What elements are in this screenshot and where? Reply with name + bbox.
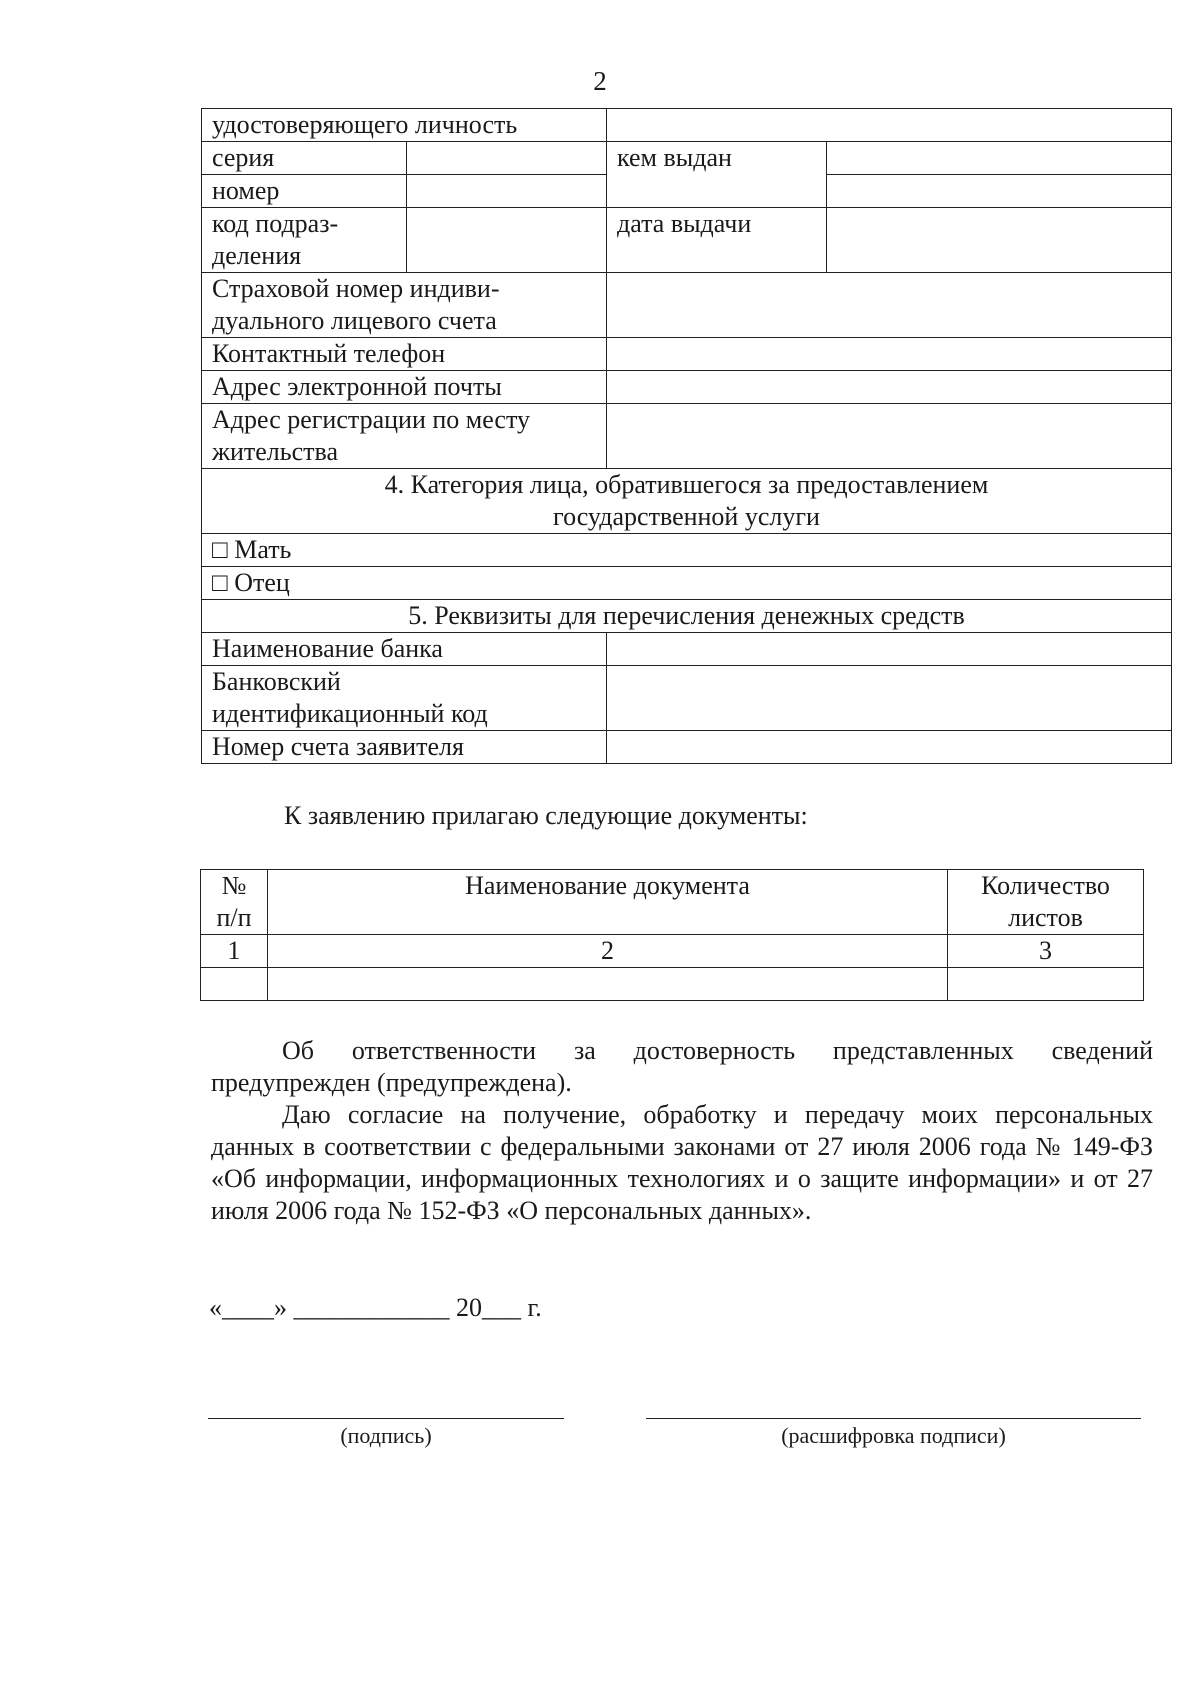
address-label: Адрес регистрации по месту жительства [202,404,607,469]
bank-name-label: Наименование банка [202,633,607,666]
phone-label: Контактный телефон [202,338,607,371]
bik-label: Банковский идентификационный код [202,666,607,731]
page-number: 2 [593,66,607,96]
document-row-number[interactable] [201,968,268,1001]
signature-caption: (подпись) [340,1423,432,1448]
header-document-name: Наименование документа [268,870,948,935]
bank-name-field[interactable] [607,633,1172,666]
account-label: Номер счета заявителя [202,731,607,764]
signature-decode-line[interactable] [646,1418,1141,1419]
division-code-label: код подраз- деления [202,208,407,273]
section-5-heading: 5. Реквизиты для перечисления денежных средств [202,600,1172,633]
issued-by-field-2[interactable] [827,175,1172,208]
series-field[interactable] [407,142,607,175]
option-father-checkbox[interactable]: □ Отец [202,567,1172,600]
column-number-3: 3 [948,935,1144,968]
issued-by-field-1[interactable] [827,142,1172,175]
date-line[interactable]: «____» ____________ 20___ г. [209,1293,542,1322]
header-number: № п/п [201,870,268,935]
column-number-2: 2 [268,935,948,968]
identity-doc-label: удостоверяющего личность [202,109,607,142]
responsibility-paragraph: Об ответственности за достоверность представленных сведений предупрежден (предупреждена). [211,1036,1153,1097]
number-field[interactable] [407,175,607,208]
signature-line[interactable] [208,1418,564,1419]
header-sheet-count: Количество листов [948,870,1144,935]
number-label: номер [202,175,407,208]
snils-field[interactable] [607,273,1172,338]
option-mother-checkbox[interactable]: □ Мать [202,534,1172,567]
document-row-sheets[interactable] [948,968,1144,1001]
signature-decode-caption: (расшифровка подписи) [781,1423,1006,1448]
attachments-intro: К заявлению прилагаю следующие документы: [284,801,808,830]
phone-field[interactable] [607,338,1172,371]
division-code-field[interactable] [407,208,607,273]
consent-paragraph: Даю согласие на получение, обработку и передачу моих персональных данных в соответствии с федеральными законами от 27 июля 2006 года № 149-ФЗ «Об информации, информационных технологиях и о защите информации» и от 27 июля 2006 года № 152-ФЗ «О персональных данных». [211,1100,1153,1225]
issue-date-label: дата выдачи [607,208,827,273]
column-number-1: 1 [201,935,268,968]
issue-date-field[interactable] [827,208,1172,273]
attachments-table [200,869,1144,1001]
email-field[interactable] [607,371,1172,404]
address-field[interactable] [607,404,1172,469]
applicant-table [201,108,1172,764]
snils-label: Страховой номер индиви- дуального лицевого счета [202,273,607,338]
issued-by-label: кем выдан [607,142,827,208]
document-row-name[interactable] [268,968,948,1001]
section-4-heading: 4. Категория лица, обратившегося за предоставлением государственной услуги [202,469,1172,534]
identity-doc-value[interactable] [607,109,1172,142]
email-label: Адрес электронной почты [202,371,607,404]
account-field[interactable] [607,731,1172,764]
bik-field[interactable] [607,666,1172,731]
series-label: серия [202,142,407,175]
